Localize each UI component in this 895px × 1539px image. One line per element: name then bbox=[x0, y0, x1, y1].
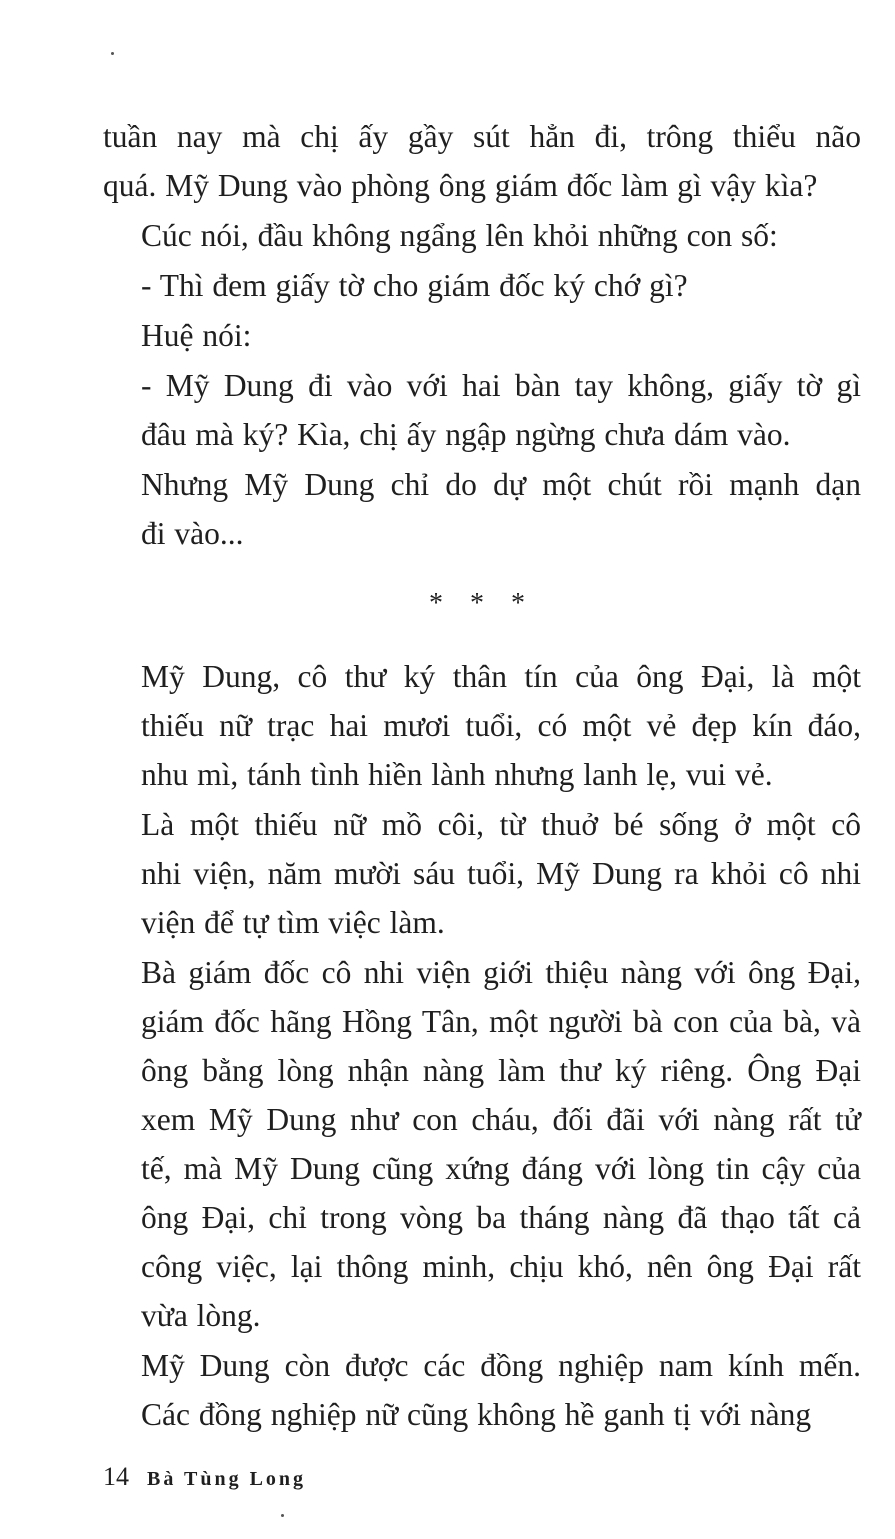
text-line: quá. Mỹ Dung vào phòng ông giám đốc làm gì vậy kìa? bbox=[103, 168, 818, 203]
paragraph bbox=[103, 460, 861, 558]
paragraph bbox=[103, 652, 861, 799]
running-head: Bà Tùng Long bbox=[147, 1468, 307, 1490]
paragraph bbox=[103, 948, 861, 1340]
page-footer bbox=[103, 1462, 306, 1492]
paragraph bbox=[103, 1341, 861, 1439]
paragraph bbox=[103, 112, 861, 210]
text-line: đi vào... bbox=[141, 516, 244, 551]
paragraph bbox=[103, 800, 861, 947]
text-line: Mỹ Dung, cô thư ký thân tín của ông Đại, là một bbox=[141, 659, 861, 694]
text-line: Mỹ Dung còn được các đồng nghiệp nam kính mến. bbox=[141, 1348, 861, 1383]
text-line: Nhưng Mỹ Dung chỉ do dự một chút rồi mạnh dạn bbox=[141, 467, 861, 502]
text-line: thiếu nữ trạc hai mươi tuổi, có một vẻ đẹp kín đáo, bbox=[141, 708, 861, 743]
paragraph bbox=[103, 361, 861, 459]
text-line: tế, mà Mỹ Dung cũng xứng đáng với lòng tin cậy của bbox=[141, 1151, 861, 1186]
paragraph bbox=[103, 211, 861, 260]
text-line: ông bằng lòng nhận nàng làm thư ký riêng. Ông Đại bbox=[141, 1053, 861, 1088]
text-line: giám đốc hãng Hồng Tân, một người bà con của bà, và bbox=[141, 1004, 861, 1039]
text-line: xem Mỹ Dung như con cháu, đối đãi với nàng rất tử bbox=[141, 1102, 861, 1137]
text-section-before-break bbox=[103, 112, 861, 558]
paragraph bbox=[103, 261, 861, 310]
text-line: ông Đại, chỉ trong vòng ba tháng nàng đã thạo tất cả bbox=[141, 1200, 861, 1235]
text-section-after-break bbox=[103, 652, 861, 1439]
text-line: Là một thiếu nữ mồ côi, từ thuở bé sống ở một cô bbox=[141, 807, 861, 842]
text-line: Bà giám đốc cô nhi viện giới thiệu nàng với ông Đại, bbox=[141, 955, 861, 990]
text-line: Các đồng nghiệp nữ cũng không hề ganh tị với nàng bbox=[141, 1397, 812, 1432]
text-line: nhu mì, tánh tình hiền lành nhưng lanh lẹ, vui vẻ. bbox=[141, 757, 773, 792]
page-number: 14 bbox=[103, 1462, 129, 1491]
paragraph bbox=[103, 311, 861, 360]
text-line: vừa lòng. bbox=[141, 1298, 261, 1333]
text-line: công việc, lại thông minh, chịu khó, nên ông Đại rất bbox=[141, 1249, 861, 1284]
text-line: Huệ nói: bbox=[141, 318, 252, 353]
ink-speck bbox=[111, 52, 114, 55]
text-line: viện để tự tìm việc làm. bbox=[141, 905, 445, 940]
text-line: - Mỹ Dung đi vào với hai bàn tay không, giấy tờ gì bbox=[141, 368, 861, 403]
text-line: nhi viện, năm mười sáu tuổi, Mỹ Dung ra khỏi cô nhi bbox=[141, 856, 861, 891]
page-body bbox=[103, 112, 861, 1440]
text-line: Cúc nói, đầu không ngẩng lên khỏi những con số: bbox=[141, 218, 778, 253]
ink-speck bbox=[281, 1514, 284, 1517]
text-line: đâu mà ký? Kìa, chị ấy ngập ngừng chưa dám vào. bbox=[141, 417, 791, 452]
text-line: - Thì đem giấy tờ cho giám đốc ký chớ gì? bbox=[141, 268, 688, 303]
text-line: tuần nay mà chị ấy gầy sút hẳn đi, trông thiểu não bbox=[103, 119, 861, 154]
section-separator: * * * bbox=[429, 588, 535, 619]
